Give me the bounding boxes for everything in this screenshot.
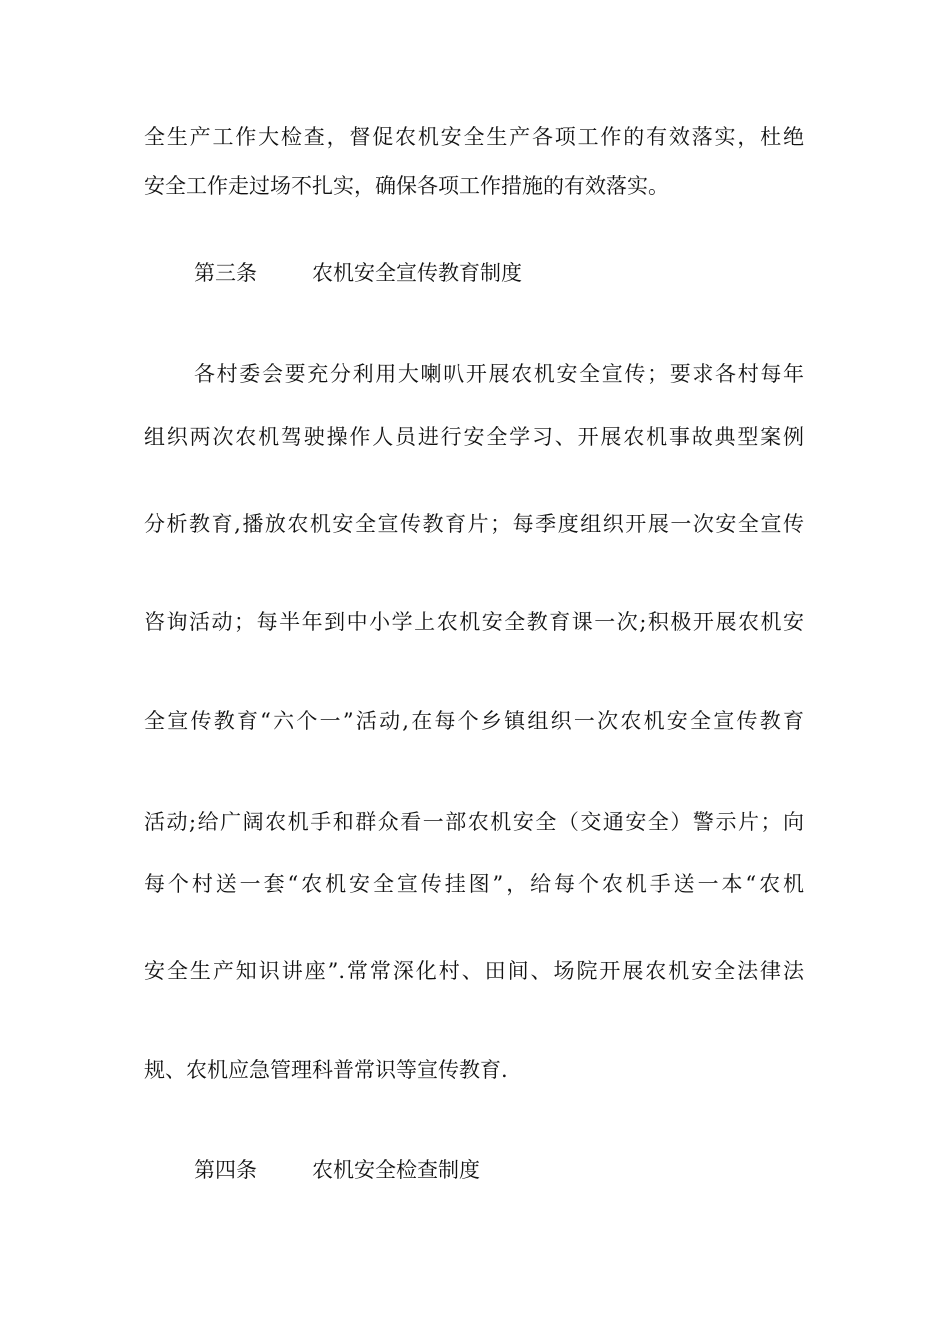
paragraph-line: 组织两次农机驾驶操作人员进行安全学习、开展农机事故典型案例 [144,425,804,449]
article-title: 农机安全宣传教育制度 [312,261,522,285]
article-number: 第四条 [194,1158,257,1182]
paragraph-line: 咨询活动；每半年到中小学上农机安全教育课一次;积极开展农机安 [144,610,804,634]
article-number: 第三条 [194,261,257,285]
article-heading-4 [194,1155,480,1185]
paragraph-line: 活动;给广阔农机手和群众看一部农机安全（交通安全）警示片；向 [144,810,804,834]
paragraph-line: 安全生产知识讲座”.常常深化村、田间、场院开展农机安全法律法 [144,959,804,983]
paragraph-line: 全生产工作大检查，督促农机安全生产各项工作的有效落实，杜绝 [144,125,804,149]
paragraph-line: 安全工作走过场不扎实，确保各项工作措施的有效落实。 [144,174,669,198]
paragraph-line: 规、农机应急管理科普常识等宣传教育. [144,1058,508,1082]
paragraph-line: 分析教育,播放农机安全宣传教育片；每季度组织开展一次安全宣传 [144,512,804,536]
article-title: 农机安全检查制度 [312,1158,480,1182]
paragraph-line: 全宣传教育“六个一”活动,在每个乡镇组织一次农机安全宣传教育 [144,709,804,733]
article-heading-3 [194,258,522,288]
paragraph-line: 每个村送一套“农机安全宣传挂图”，给每个农机手送一本“农机 [144,872,804,896]
paragraph-line: 各村委会要充分利用大喇叭开展农机安全宣传；要求各村每年 [194,362,804,386]
